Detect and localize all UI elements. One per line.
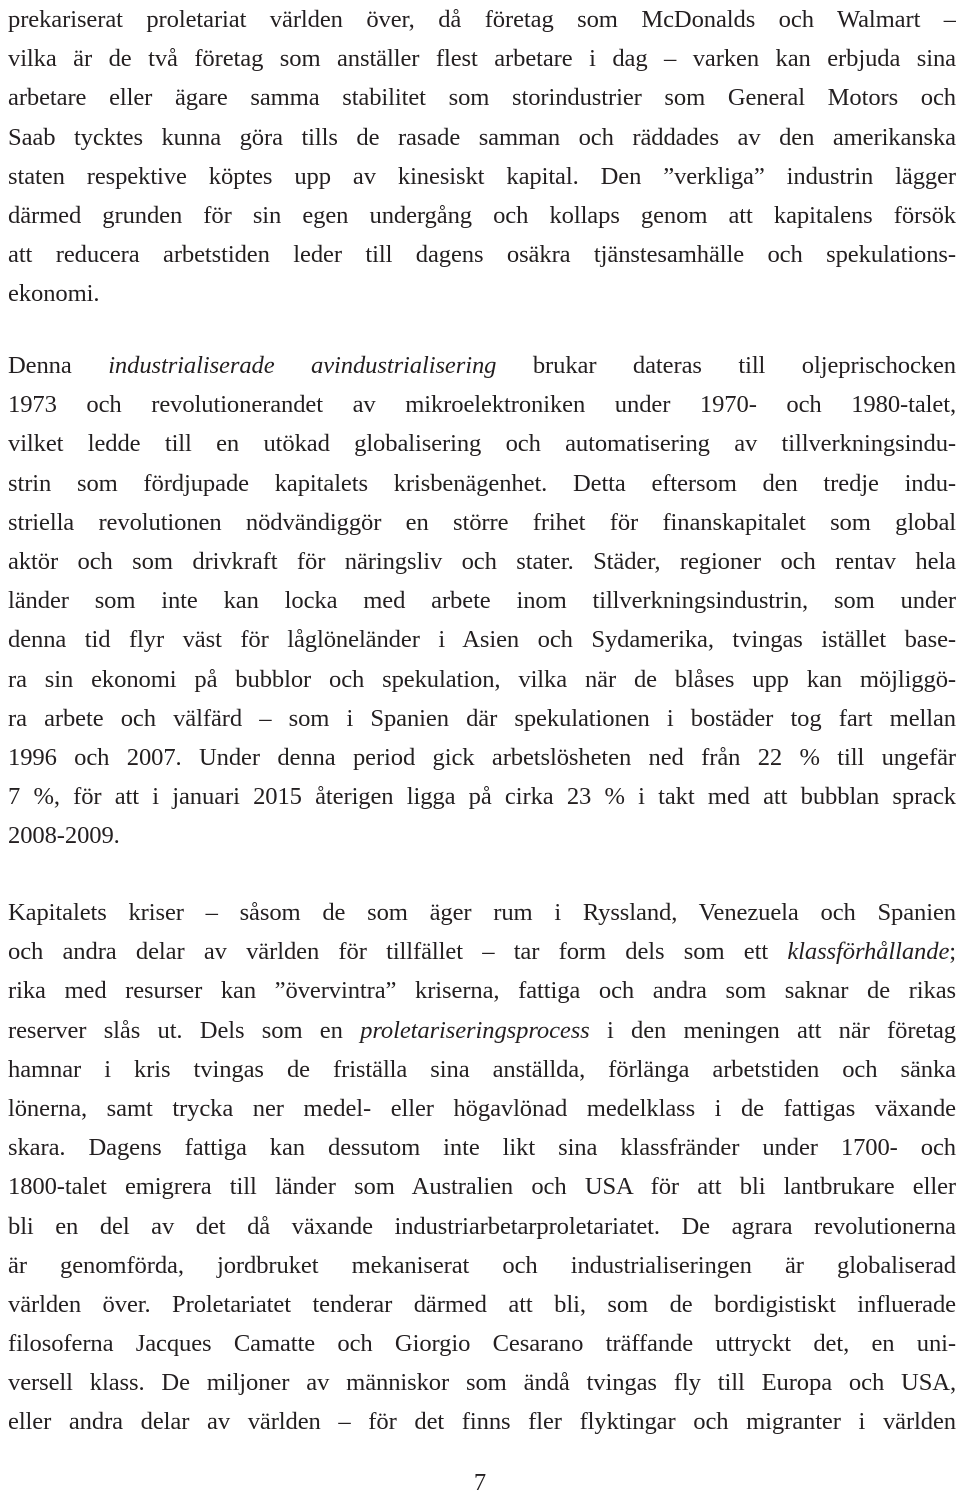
text-line: filosoferna Jacques Camatte och Giorgio Cesarano träffande uttryckt det, en uni-: [8, 1330, 956, 1358]
text-line: världen över. Proletariatet tenderar därmed att bli, som de bordigistiskt influerade: [8, 1290, 956, 1318]
text-line: strin som fördjupade kapitalets krisbenägenhet. Detta eftersom den tredje indu-: [8, 469, 956, 497]
paragraph: [8, 0, 956, 314]
text-line: är genomförda, jordbruket mekaniserat och industrialiseringen är globaliserad: [8, 1251, 956, 1279]
text-line: att reducera arbetstiden leder till dagens osäkra tjänstesamhälle och spekulations-: [8, 241, 956, 269]
text-line: vilket ledde till en utökad globalisering och automatisering av tillverkningsindu-: [8, 430, 956, 458]
text-line: lönerna, samt trycka ner medel- eller högavlönad medelklass i de fattigas växande: [8, 1094, 956, 1122]
italic-term: klassförhållande: [787, 938, 950, 966]
text-line: ra sin ekonomi på bubblor och spekulation, vilka när de blåses upp kan möjliggö-: [8, 665, 956, 693]
text-line: Denna industrialiserade avindustrialisering brukar dateras till oljeprischocken: [8, 352, 956, 379]
text-line: skara. Dagens fattiga kan dessutom inte likt sina klassfränder under 1700- och: [8, 1134, 956, 1162]
text-line: striella revolutionen nödvändiggör en större frihet för finanskapitalet som global: [8, 508, 956, 536]
paragraph: [8, 893, 956, 1442]
paragraph: [8, 346, 956, 855]
text-line: därmed grunden för sin egen undergång och kollaps genom att kapitalens försök: [8, 201, 956, 229]
text-line: prekariserat proletariat världen över, då företag som McDonalds och Walmart –: [8, 6, 956, 33]
text-line: staten respektive köptes upp av kinesiskt kapital. Den ”verkliga” industrin lägger: [8, 162, 956, 190]
text-line: 7 %, för att i januari 2015 återigen ligga på cirka 23 % i takt med att bubblan sprack: [8, 783, 956, 811]
italic-term: industrialiserade avindustrialisering: [108, 352, 497, 379]
text-line: Kapitalets kriser – såsom de som äger rum i Ryssland, Venezuela och Spanien: [8, 899, 956, 926]
text-line: Saab tycktes kunna göra tills de rasade samman och räddades av den amerikanska: [8, 123, 956, 151]
text-line: 1996 och 2007. Under denna period gick arbetslösheten ned från 22 % till ungefär: [8, 743, 956, 771]
text-line: rika med resurser kan ”övervintra” kriserna, fattiga och andra som saknar de rikas: [8, 977, 956, 1005]
text-line: denna tid flyr väst för låglöneländer i Asien och Sydamerika, tvingas istället base-: [8, 626, 956, 654]
text-line: aktör och som drivkraft för näringsliv och stater. Städer, regioner och rentav hela: [8, 547, 956, 575]
text-line: 1800-talet emigrera till länder som Australien och USA för att bli lantbrukare eller: [8, 1173, 956, 1201]
text-line: arbetare eller ägare samma stabilitet som storindustrier som General Motors och: [8, 84, 956, 112]
text-line: versell klass. De miljoner av människor som ändå tvingas fly till Europa och USA,: [8, 1369, 956, 1397]
italic-term: proletariseringsprocess: [360, 1016, 590, 1044]
text-line: länder som inte kan locka med arbete inom tillverkningsindustrin, som under: [8, 587, 956, 615]
text-line: ekonomi.: [8, 280, 100, 308]
text-line: reserver slås ut. Dels som en proletariseringsprocess i den meningen att när företag: [8, 1016, 956, 1044]
text-line: 2008-2009.: [8, 822, 120, 850]
text-line: eller andra delar av världen – för det finns fler flyktingar och migranter i världen: [8, 1408, 956, 1436]
text-line: bli en del av det då växande industriarbetarproletariatet. De agrara revolutionerna: [8, 1212, 956, 1240]
text-line: hamnar i kris tvingas de friställa sina anställda, förlänga arbetstiden och sänka: [8, 1055, 956, 1083]
text-line: ra arbete och välfärd – som i Spanien där spekulationen i bostäder tog fart mellan: [8, 704, 956, 732]
text-line: vilka är de två företag som anställer flest arbetare i dag – varken kan erbjuda sina: [8, 45, 956, 73]
page-number: 7: [473, 1469, 487, 1496]
text-line: och andra delar av världen för tillfället – tar form dels som ett klassförhållande;: [8, 938, 956, 966]
text-line: 1973 och revolutionerandet av mikroelektroniken under 1970- och 1980-talet,: [8, 391, 956, 419]
